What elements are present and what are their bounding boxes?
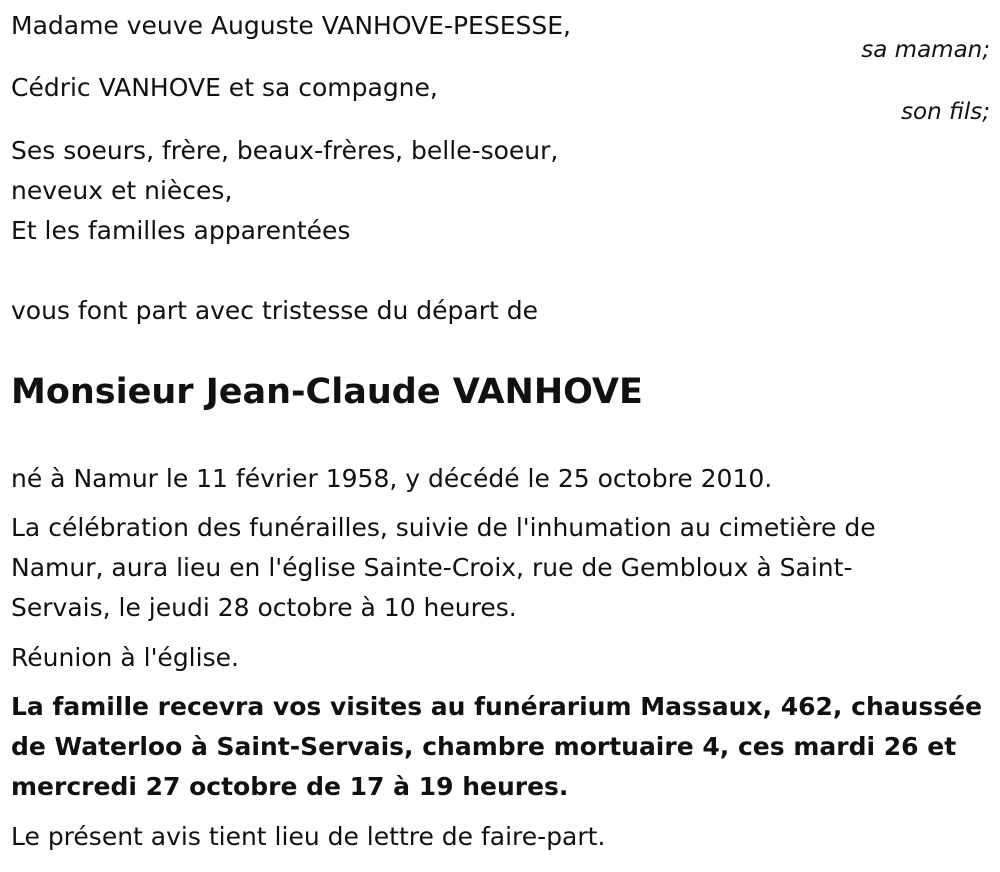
ceremony-line: Namur, aura lieu en l'église Sainte-Croix, rue de Gembloux à Saint- — [11, 553, 853, 582]
deceased-name: Monsieur Jean-Claude VANHOVE — [11, 372, 643, 412]
birth-death-line: né à Namur le 11 février 1958, y décédé le 25 octobre 2010. — [11, 464, 773, 493]
son-line: Cédric VANHOVE et sa compagne, — [11, 73, 438, 102]
announcement-line: vous font part avec tristesse du départ de — [11, 296, 538, 325]
footer-line: Le présent avis tient lieu de lettre de faire-part. — [11, 822, 606, 851]
mother-line: Madame veuve Auguste VANHOVE-PESESSE, — [11, 11, 571, 40]
ceremony-line: La célébration des funérailles, suivie de l'inhumation au cimetière de — [11, 513, 876, 542]
nephews-line: neveux et nièces, — [11, 176, 233, 205]
relatives-line: Et les familles apparentées — [11, 216, 351, 245]
son-relation: son fils; — [901, 99, 990, 125]
visits-paragraph — [11, 687, 986, 807]
visits-line: mercredi 27 octobre de 17 à 19 heures. — [11, 772, 569, 801]
mother-relation: sa maman; — [861, 37, 990, 63]
siblings-line: Ses soeurs, frère, beaux-frères, belle-soeur, — [11, 136, 559, 165]
visits-line: La famille recevra vos visites au funérarium Massaux, 462, chaussée — [11, 692, 983, 721]
ceremony-line: Servais, le jeudi 28 octobre à 10 heures. — [11, 593, 517, 622]
visits-line: de Waterloo à Saint-Servais, chambre mortuaire 4, ces mardi 26 et — [11, 732, 957, 761]
meeting-line: Réunion à l'église. — [11, 643, 239, 672]
ceremony-paragraph — [11, 508, 986, 628]
